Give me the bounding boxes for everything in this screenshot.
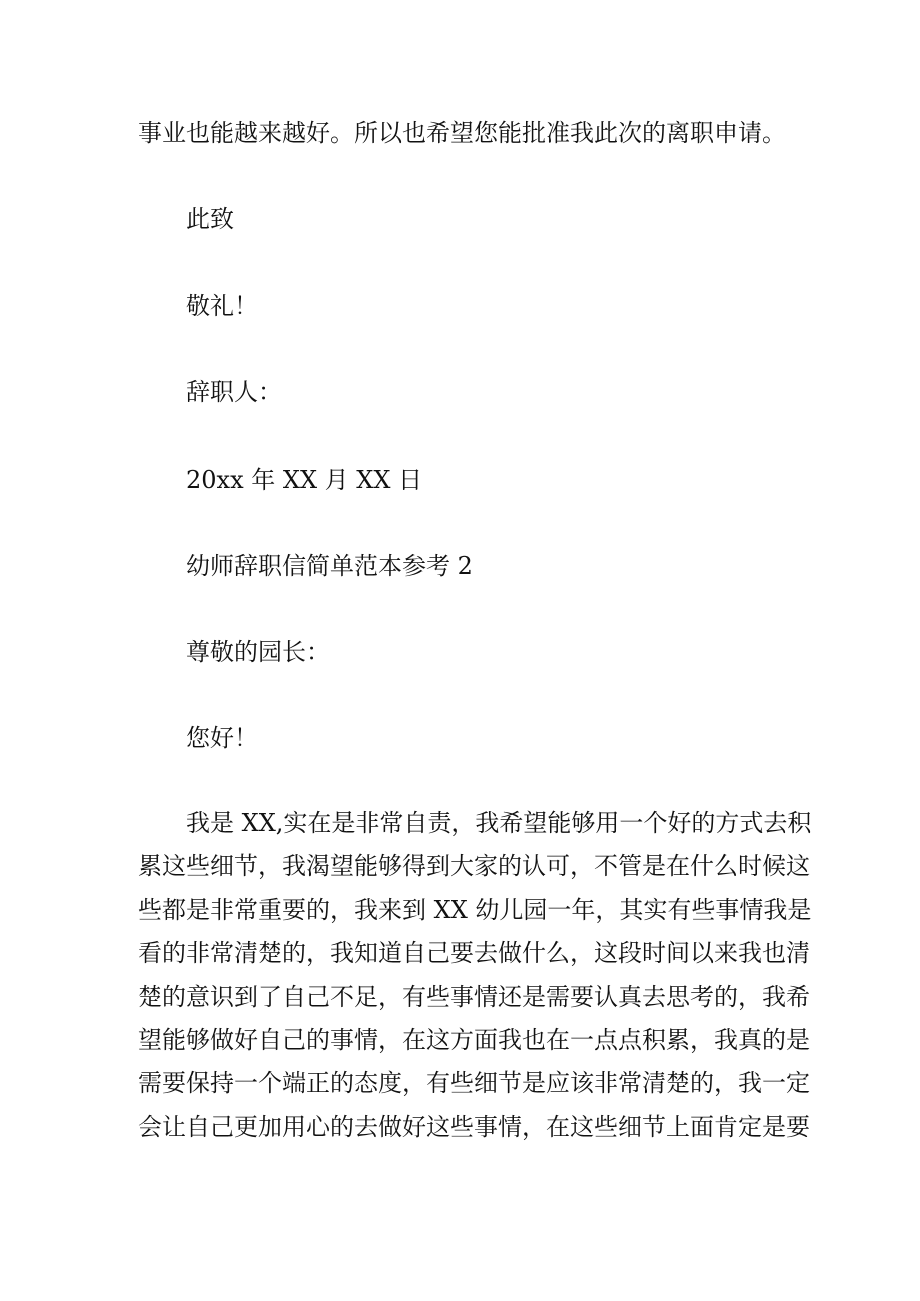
signature-label: 辞职人： (186, 378, 282, 406)
body-paragraph-line: 需要保持一个端正的态度，有些细节是应该非常清楚的，我一定 (138, 1069, 810, 1098)
body-paragraph-line: 楚的意识到了自己不足，有些事情还是需要认真去思考的，我希 (138, 982, 810, 1011)
section-title: 幼师辞职信简单范本参考 2 (186, 552, 473, 580)
greeting: 您好！ (186, 724, 258, 752)
body-paragraph-line: 望能够做好自己的事情，在这方面我也在一点点积累，我真的是 (138, 1026, 810, 1055)
body-paragraph-line: 我是 XX,实在是非常自责，我希望能够用一个好的方式去积 (186, 809, 812, 837)
salutation: 尊敬的园长： (186, 638, 330, 666)
closing-line-2: 敬礼！ (186, 292, 258, 320)
body-paragraph-line: 看的非常清楚的，我知道自己要去做什么，这段时间以来我也清 (138, 939, 810, 968)
body-paragraph-line: 会让自己更加用心的去做好这些事情，在这些细节上面肯定是要 (138, 1112, 810, 1141)
body-paragraph (138, 802, 812, 1149)
closing-line-1: 此致 (186, 205, 234, 233)
body-paragraph-line: 累这些细节，我渴望能够得到大家的认可，不管是在什么时候这 (138, 852, 810, 881)
date-line: 20xx 年 XX 月 XX 日 (186, 466, 423, 494)
continuation-line: 事业也能越来越好。所以也希望您能批准我此次的离职申请。 (138, 119, 786, 147)
body-paragraph-line: 些都是非常重要的，我来到 XX 幼儿园一年，其实有些事情我是 (138, 895, 812, 924)
